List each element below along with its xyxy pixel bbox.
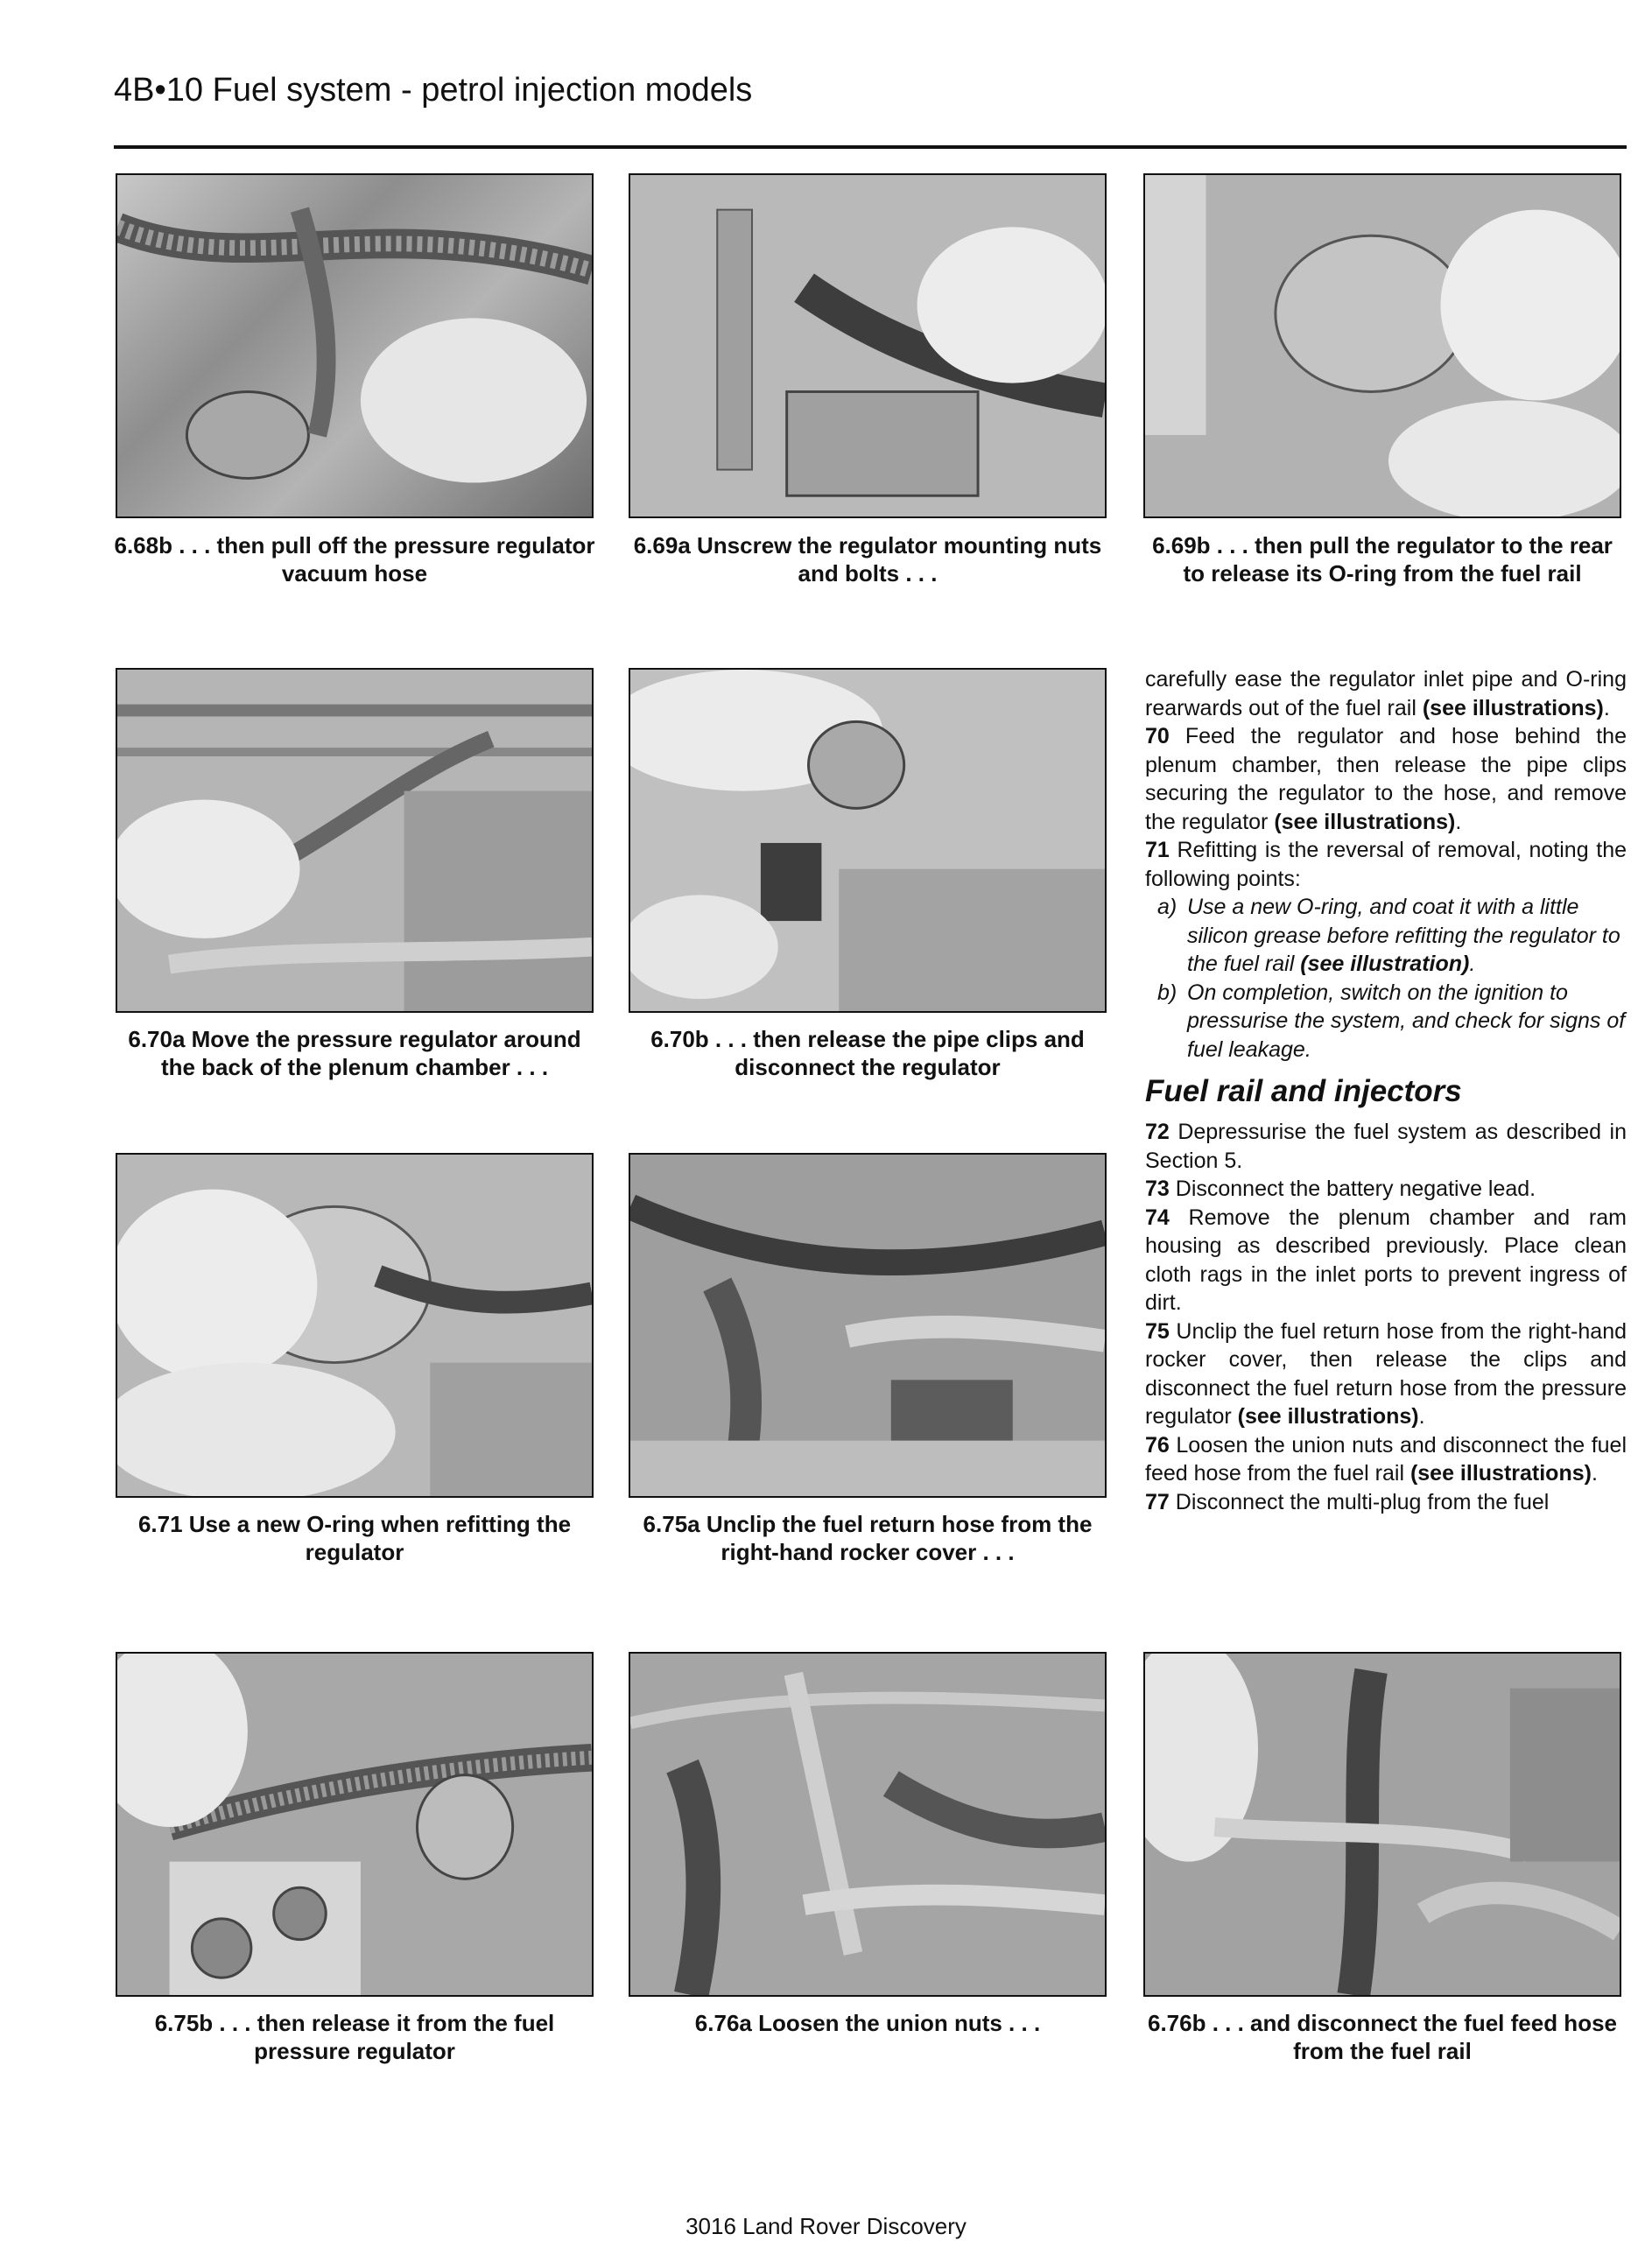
caption-6-70b: 6.70b . . . then release the pipe clips and disconnect the regulator [650, 1026, 1085, 1080]
caption-6-69a: 6.69a Unscrew the regulator mounting nuts and bolts . . . [633, 532, 1102, 587]
paragraph-72: 72 Depressurise the fuel system as described in Section 5. [1145, 1120, 1627, 1173]
photo-6-69b [1143, 173, 1621, 518]
caption-6-68b: 6.68b . . . then pull off the pressure regulator vacuum hose [114, 532, 595, 587]
photo-6-76a [629, 1652, 1107, 1997]
caption-6-71: 6.71 Use a new O-ring when refitting the regulator [137, 1511, 572, 1565]
photo-6-70b [629, 668, 1107, 1013]
caption-6-76b: 6.76b . . . and disconnect the fuel feed hose from the fuel rail [1147, 2010, 1617, 2064]
paragraph-69-continued: carefully ease the regulator inlet pipe and O-ring rearwards out of the fuel rail (see illustrations). [1145, 667, 1627, 720]
caption-6-69b: 6.69b . . . then pull the regulator to the rear to release its O-ring from the fuel rail [1152, 532, 1613, 587]
caption-6-75b: 6.75b . . . then release it from the fuel pressure regulator [154, 2010, 555, 2064]
photo-6-76b [1143, 1652, 1621, 1997]
photo-6-69a [629, 173, 1107, 518]
list-item-71a: a) Use a new O-ring, and coat it with a little silicon grease before refitting the regulator to the fuel rail (see illustration). [1157, 895, 1620, 976]
list-item-71b: b) On completion, switch on the ignition to pressurise the system, and check for signs of fuel leakage. [1157, 980, 1626, 1062]
paragraph-75: 75 Unclip the fuel return hose from the right-hand rocker cover, then release the clips and disconnect the fuel return hose from the pressure regulator (see illustrations). [1145, 1318, 1627, 1429]
body-text-column [1145, 665, 1627, 1516]
paragraph-70: 70 Feed the regulator and hose behind the plenum chamber, then release the pipe clips securing the regulator to the hose, and remove the regulator (see illustrations). [1145, 724, 1627, 834]
paragraph-76: 76 Loosen the union nuts and disconnect the fuel feed hose from the fuel rail (see illustrations). [1145, 1432, 1627, 1486]
page-header: 4B•10 Fuel system - petrol injection models [114, 72, 753, 109]
photo-6-71 [116, 1153, 594, 1498]
paragraph-77: 77 Disconnect the multi-plug from the fuel [1145, 1489, 1550, 1514]
section-heading: Fuel rail and injectors [1145, 1074, 1462, 1108]
caption-6-75a: 6.75a Unclip the fuel return hose from the right-hand rocker cover . . . [643, 1511, 1093, 1565]
paragraph-73: 73 Disconnect the battery negative lead. [1145, 1177, 1536, 1201]
page-footer: 3016 Land Rover Discovery [685, 2213, 967, 2239]
paragraph-74: 74 Remove the plenum chamber and ram housing as described previously. Place clean cloth rags in the inlet ports to prevent ingress of dirt. [1145, 1205, 1627, 1315]
photo-6-70a [116, 668, 594, 1013]
paragraph-71: 71 Refitting is the reversal of removal, noting the following points: [1145, 838, 1627, 891]
header-rule [114, 145, 1627, 149]
photo-6-68b [116, 173, 594, 518]
photo-6-75b [116, 1652, 594, 1997]
photo-6-75a [629, 1153, 1107, 1498]
caption-6-76a: 6.76a Loosen the union nuts . . . [694, 2010, 1041, 2036]
caption-6-70a: 6.70a Move the pressure regulator around the back of the plenum chamber . . . [128, 1026, 581, 1080]
